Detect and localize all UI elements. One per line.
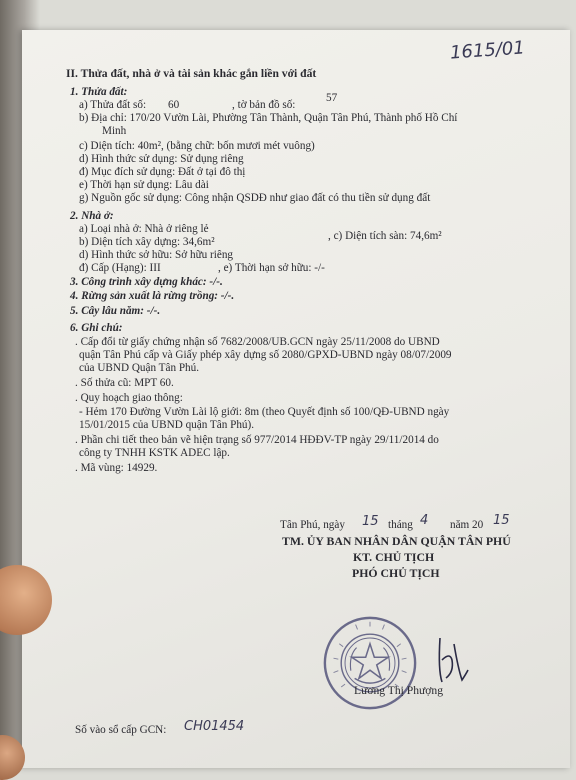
kt-title: KT. CHỦ TỊCH	[353, 550, 435, 564]
note-line: - Hẻm 170 Đường Vườn Lài lộ giới: 8m (theo Quyết định số 100/QĐ-UBND ngày	[79, 406, 450, 418]
note-line: của UBND Quận Tân Phú.	[79, 362, 200, 374]
note-line: công ty TNHH KSTK ADEC lập.	[79, 447, 230, 459]
ownership: d) Hình thức sở hữu: Sở hữu riêng	[79, 249, 234, 261]
handwritten-file-number: 1615/01	[449, 37, 526, 64]
ownership-term: , e) Thời hạn sở hữu: -/-	[218, 262, 325, 274]
house-grade: đ) Cấp (Hạng): III	[79, 262, 161, 274]
parcel-label: a) Thửa đất số:	[79, 99, 147, 111]
note-line: . Cấp đổi từ giấy chứng nhận số 7682/2008/UB.GCN ngày 25/11/2008 do UBND	[75, 336, 440, 348]
floor-area: , c) Diện tích sàn: 74,6m²	[328, 230, 442, 242]
map-label: , tờ bản đồ số:	[232, 99, 296, 111]
use-term: e) Thời hạn sử dụng: Lâu dài	[79, 179, 209, 191]
planted-forest: 4. Rừng sản xuất là rừng trồng: -/-.	[70, 290, 235, 302]
notes-title: 6. Ghi chú:	[70, 322, 123, 334]
land-title: 1. Thửa đất:	[70, 86, 128, 98]
note-line: . Số thửa cũ: MPT 60.	[75, 377, 174, 389]
use-origin: g) Nguồn gốc sử dụng: Công nhận QSDĐ như giao đất có thu tiền sử dụng đất	[79, 192, 431, 204]
place-date-prefix: Tân Phú, ngày	[280, 519, 345, 531]
month-label: tháng	[388, 519, 413, 531]
year-label: năm 20	[450, 519, 484, 531]
house-title: 2. Nhà ở:	[70, 210, 114, 222]
registry-label: Số vào sổ cấp GCN:	[75, 724, 167, 736]
sign-year-suffix: 15	[493, 513, 510, 528]
note-line: 15/01/2015 của UBND quận Tân Phú).	[79, 419, 255, 431]
authority: TM. ỦY BAN NHÂN DÂN QUẬN TÂN PHÚ	[282, 534, 511, 548]
built-area: b) Diện tích xây dựng: 34,6m²	[79, 236, 215, 248]
sign-month: 4	[420, 513, 429, 528]
signature	[432, 630, 472, 690]
address-line-2: Minh	[102, 125, 127, 137]
perennial-trees: 5. Cây lâu năm: -/-.	[70, 305, 161, 317]
registry-number: CH01454	[184, 719, 245, 734]
address-line-1: b) Địa chỉ: 170/20 Vườn Lài, Phường Tân Thành, Quận Tân Phú, Thành phố Hồ Chí	[79, 112, 458, 124]
note-line: . Mã vùng: 14929.	[75, 462, 158, 474]
use-purpose: đ) Mục đích sử dụng: Đất ở tại đô thị	[79, 166, 246, 178]
use-form: d) Hình thức sử dụng: Sử dụng riêng	[79, 153, 244, 165]
other-works: 3. Công trình xây dựng khác: -/-.	[70, 276, 223, 288]
note-line: . Phần chi tiết theo bản vẽ hiện trạng số 977/2014 HĐĐV-TP ngày 29/11/2014 do	[75, 434, 439, 446]
note-line: . Quy hoạch giao thông:	[75, 392, 183, 404]
sign-day: 15	[362, 514, 379, 529]
land-area: c) Diện tích: 40m², (bằng chữ: bốn mươi mét vuông)	[79, 140, 315, 152]
note-line: quận Tân Phú cấp và Giấy phép xây dựng số 2080/GPXD-UBND ngày 08/07/2009	[79, 349, 452, 361]
house-type: a) Loại nhà ở: Nhà ở riêng lẻ	[79, 223, 209, 235]
certificate-page	[22, 30, 570, 768]
map-number: 57	[326, 92, 338, 104]
signer-name: Lương Thị Phượng	[354, 684, 444, 697]
section-title: II. Thửa đất, nhà ở và tài sản khác gắn liền với đất	[66, 67, 317, 80]
parcel-number: 60	[168, 99, 180, 111]
deputy-title: PHÓ CHỦ TỊCH	[352, 566, 440, 580]
